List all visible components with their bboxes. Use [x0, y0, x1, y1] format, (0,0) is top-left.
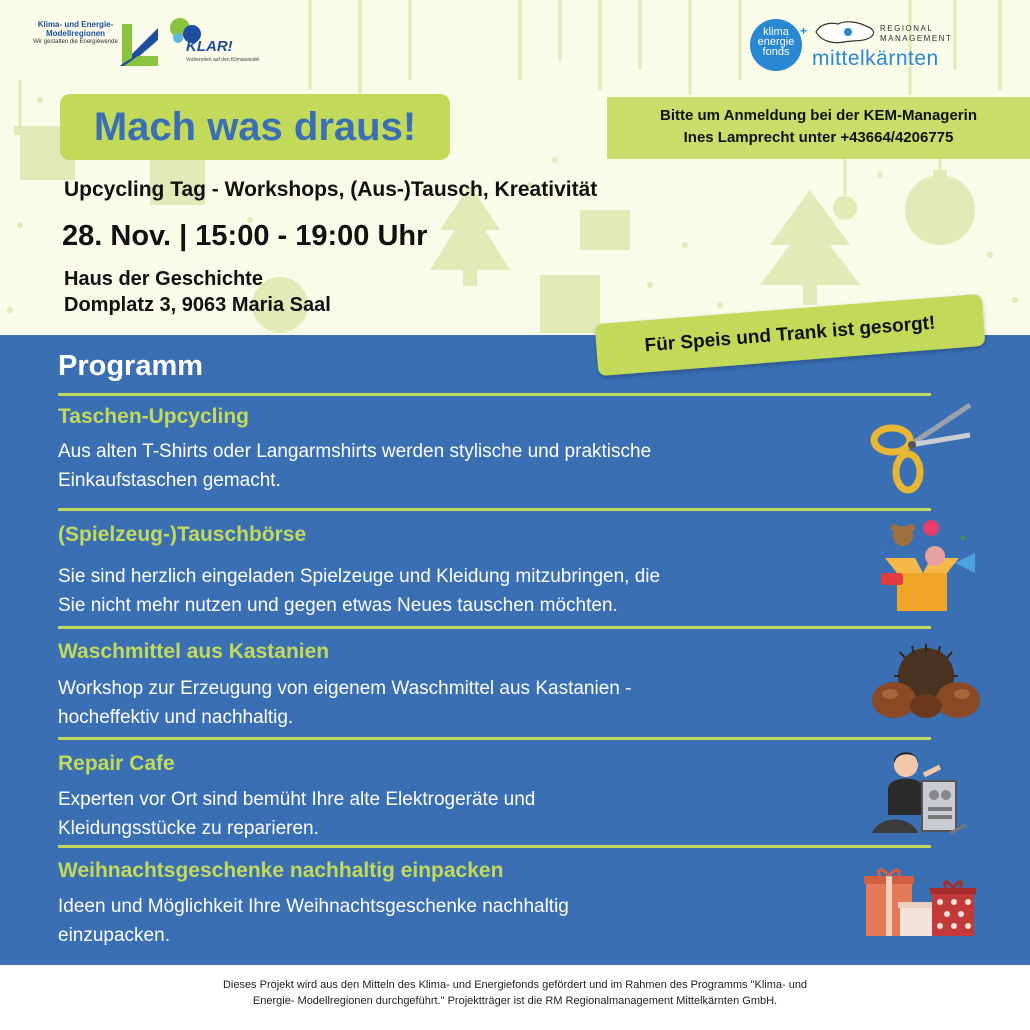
rm-line-2: MANAGEMENT — [880, 34, 953, 43]
catering-badge: Für Speis und Trank ist gesorgt! — [595, 294, 986, 376]
section-title-geschenke: Weihnachtsgeschenke nachhaltig einpacken — [58, 859, 504, 882]
section-line: einzupacken. — [58, 925, 170, 946]
section-line: Sie sind herzlich eingeladen Spielzeuge und Kleidung mitzubringen, die — [58, 566, 661, 587]
registration-notice — [607, 97, 1030, 159]
section-divider — [58, 393, 931, 396]
section-title-repair-cafe: Repair Cafe — [58, 752, 175, 775]
footer-line-1: Dieses Projekt wird aus den Mitteln des Klima- und Energiefonds gefördert und im Rahmen des Programms "Klima- und — [222, 979, 808, 991]
kem-logo-icon — [120, 18, 160, 68]
chestnut-icon — [870, 642, 980, 722]
regionalmanagement-logo-text — [880, 24, 952, 44]
header-section — [0, 0, 1030, 335]
section-line: Sie nicht mehr nutzen und gegen etwas Neues tauschen möchten. — [58, 595, 618, 616]
section-title-taschen-upcycling: Taschen-Upcycling — [58, 405, 249, 428]
logo-plus: + — [800, 24, 808, 38]
repair-person-icon — [870, 745, 970, 840]
event-venue — [64, 266, 331, 318]
section-divider — [58, 508, 931, 511]
kef-line-3: fonds — [762, 46, 790, 58]
venue-address: Domplatz 3, 9063 Maria Saal — [64, 294, 331, 316]
rm-line-1: REGIONAL — [880, 24, 934, 33]
kem-subtitle: Wir gestalten die Energiewende — [33, 39, 118, 45]
klima-energie-fonds-logo — [750, 19, 802, 71]
klar-logo-subtitle: Vorbereiten auf den Klimawandel — [186, 57, 260, 63]
kem-title-2: Modellregionen — [45, 29, 106, 38]
section-title-tauschboerse: (Spielzeug-)Tauschbörse — [58, 523, 307, 546]
section-body-waschmittel — [58, 674, 848, 732]
section-line: Workshop zur Erzeugung von eigenem Waschmittel aus Kastanien - — [58, 678, 632, 699]
klar-logo-text: KLAR! — [186, 38, 233, 55]
section-line: Kleidungsstücke zu reparieren. — [58, 818, 319, 839]
scissors-icon — [870, 400, 975, 495]
section-body-tauschboerse — [58, 562, 848, 620]
section-line: Einkaufstaschen gemacht. — [58, 470, 281, 491]
section-body-taschen-upcycling — [58, 437, 848, 495]
kef-line-1: klima — [763, 26, 789, 38]
section-body-geschenke — [58, 892, 848, 950]
registration-line-2: Ines Lamprecht unter +43664/4206775 — [683, 129, 954, 146]
toy-box-icon — [875, 518, 980, 615]
carinthia-map-icon — [814, 18, 878, 46]
event-subtitle: Upcycling Tag - Workshops, (Aus-)Tausch, Kreativität — [64, 178, 598, 201]
section-divider — [58, 737, 931, 740]
section-body-repair-cafe — [58, 785, 848, 843]
section-divider — [58, 845, 931, 848]
kem-logo-text — [33, 20, 118, 47]
venue-name: Haus der Geschichte — [64, 268, 263, 290]
registration-line-1: Bitte um Anmeldung bei der KEM-Managerin — [660, 107, 977, 124]
section-title-waschmittel: Waschmittel aus Kastanien — [58, 640, 330, 663]
kem-title: Klima- und Energie- — [37, 20, 114, 29]
gift-boxes-icon — [862, 866, 977, 938]
footer-note — [0, 965, 1030, 1030]
section-line: Experten vor Ort sind bemüht Ihre alte Elektrogeräte und — [58, 789, 536, 810]
event-date: 28. Nov. | 15:00 - 19:00 Uhr — [62, 220, 428, 252]
program-heading: Programm — [58, 350, 204, 382]
mittelkaernten-logo-text: mittelkärnten — [812, 47, 939, 70]
footer-line-2: Energie- Modellregionen durchgeführt." Projektträger ist die RM Regionalmanagement Mittelkärnten GmbH. — [252, 995, 778, 1007]
section-divider — [58, 626, 931, 629]
page-title: Mach was draus! — [60, 94, 450, 160]
section-line: Aus alten T-Shirts oder Langarmshirts werden stylische und praktische — [58, 441, 652, 462]
kef-line-2: energie — [757, 36, 795, 48]
section-line: Ideen und Möglichkeit Ihre Weihnachtsgeschenke nachhaltig — [58, 896, 569, 917]
section-line: hocheffektiv und nachhaltig. — [58, 707, 294, 728]
